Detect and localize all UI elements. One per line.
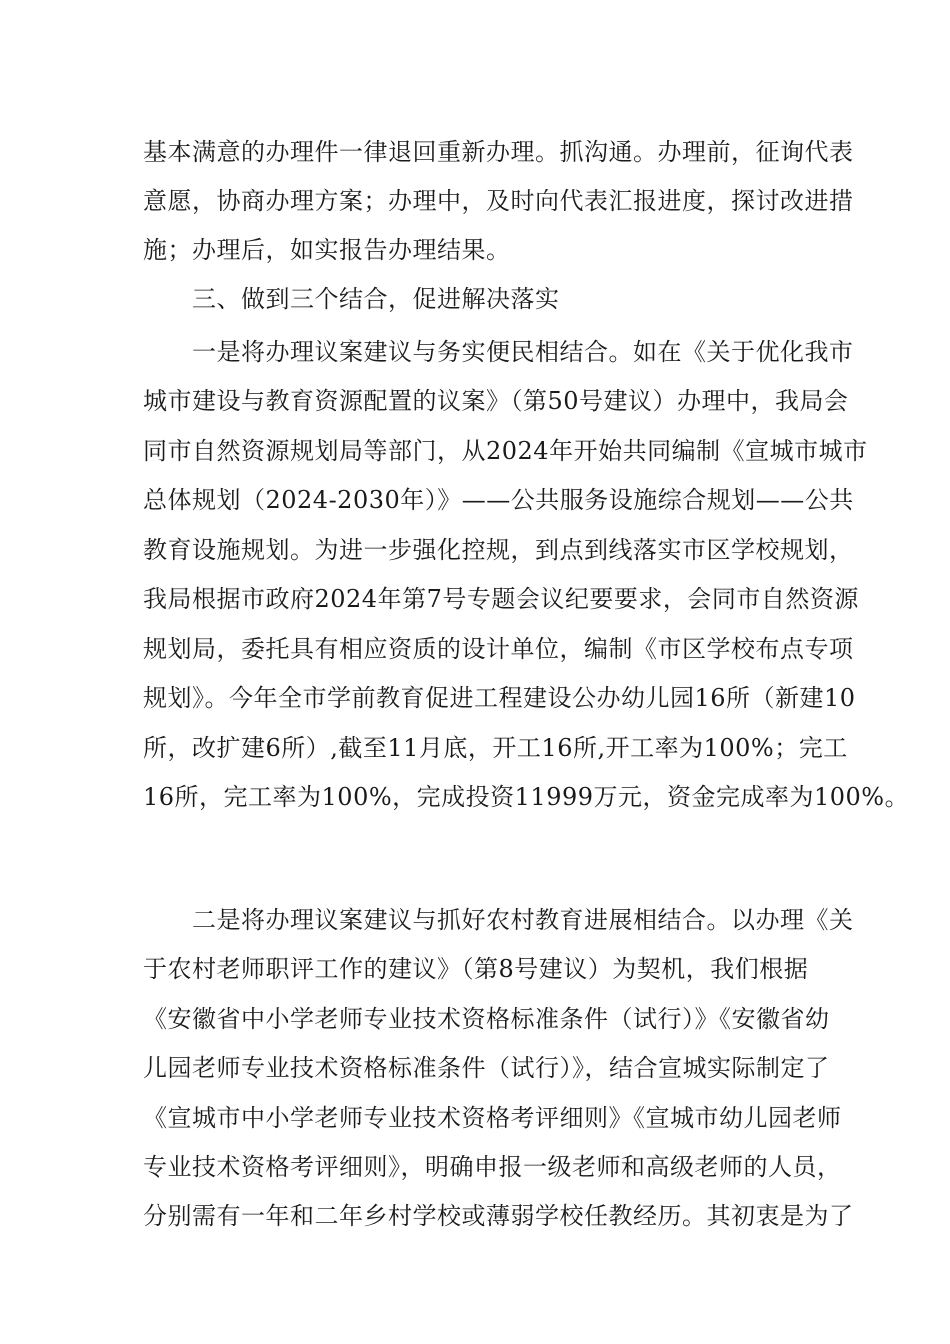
- paragraph-line: 规划》。今年全市学前教育促进工程建设公办幼儿园16所（新建10: [143, 684, 856, 712]
- paragraph-line: 意愿，协商办理方案；办理中，及时向代表汇报进度，探讨改进措: [143, 187, 854, 215]
- paragraph-line: 《安徽省中小学老师专业技术资格标准条件（试行）》《安徽省幼: [143, 1005, 830, 1033]
- paragraph-line: 《宣城市中小学老师专业技术资格考评细则》《宣城市幼儿园老师: [143, 1104, 842, 1132]
- section-heading: 三、做到三个结合，促进解决落实: [192, 285, 560, 313]
- paragraph-line: 于农村老师职评工作的建议》（第8号建议）为契机，我们根据: [143, 955, 809, 983]
- paragraph-line: 同市自然资源规划局等部门，从2024年开始共同编制《宣城市城市: [143, 437, 868, 465]
- paragraph-line: 施；办理后，如实报告办理结果。: [143, 236, 511, 264]
- paragraph-line: 教育设施规划。为进一步强化控规，到点到线落实市区学校规划，: [143, 536, 854, 564]
- paragraph-line: 我局根据市政府2024年第7号专题会议纪要要求，会同市自然资源: [143, 585, 859, 613]
- paragraph-line: 基本满意的办理件一律退回重新办理。抓沟通。办理前，征询代表: [143, 138, 854, 166]
- paragraph-line: 一是将办理议案建议与务实便民相结合。如在《关于优化我市: [192, 338, 854, 366]
- paragraph-line: 总体规划（2024-2030年）》——公共服务设施综合规划——公共: [143, 486, 854, 514]
- paragraph-line: 分别需有一年和二年乡村学校或薄弱学校任教经历。其初衷是为了: [143, 1202, 854, 1230]
- paragraph-line: 儿园老师专业技术资格标准条件（试行）》，结合宣城实际制定了: [143, 1054, 830, 1082]
- paragraph-line: 规划局，委托具有相应资质的设计单位，编制《市区学校布点专项: [143, 635, 854, 663]
- paragraph-line: 所，改扩建6所）,截至11月底，开工16所,开工率为100%；完工: [143, 734, 848, 762]
- paragraph-line: 二是将办理议案建议与抓好农村教育进展相结合。以办理《关: [192, 906, 854, 934]
- paragraph-line: 城市建设与教育资源配置的议案》（第50号建议）办理中，我局会: [143, 387, 849, 415]
- paragraph-line: 16所，完工率为100%，完成投资11999万元，资金完成率为100%。: [143, 783, 910, 811]
- paragraph-line: 专业技术资格考评细则》，明确申报一级老师和高级老师的人员，: [143, 1153, 842, 1181]
